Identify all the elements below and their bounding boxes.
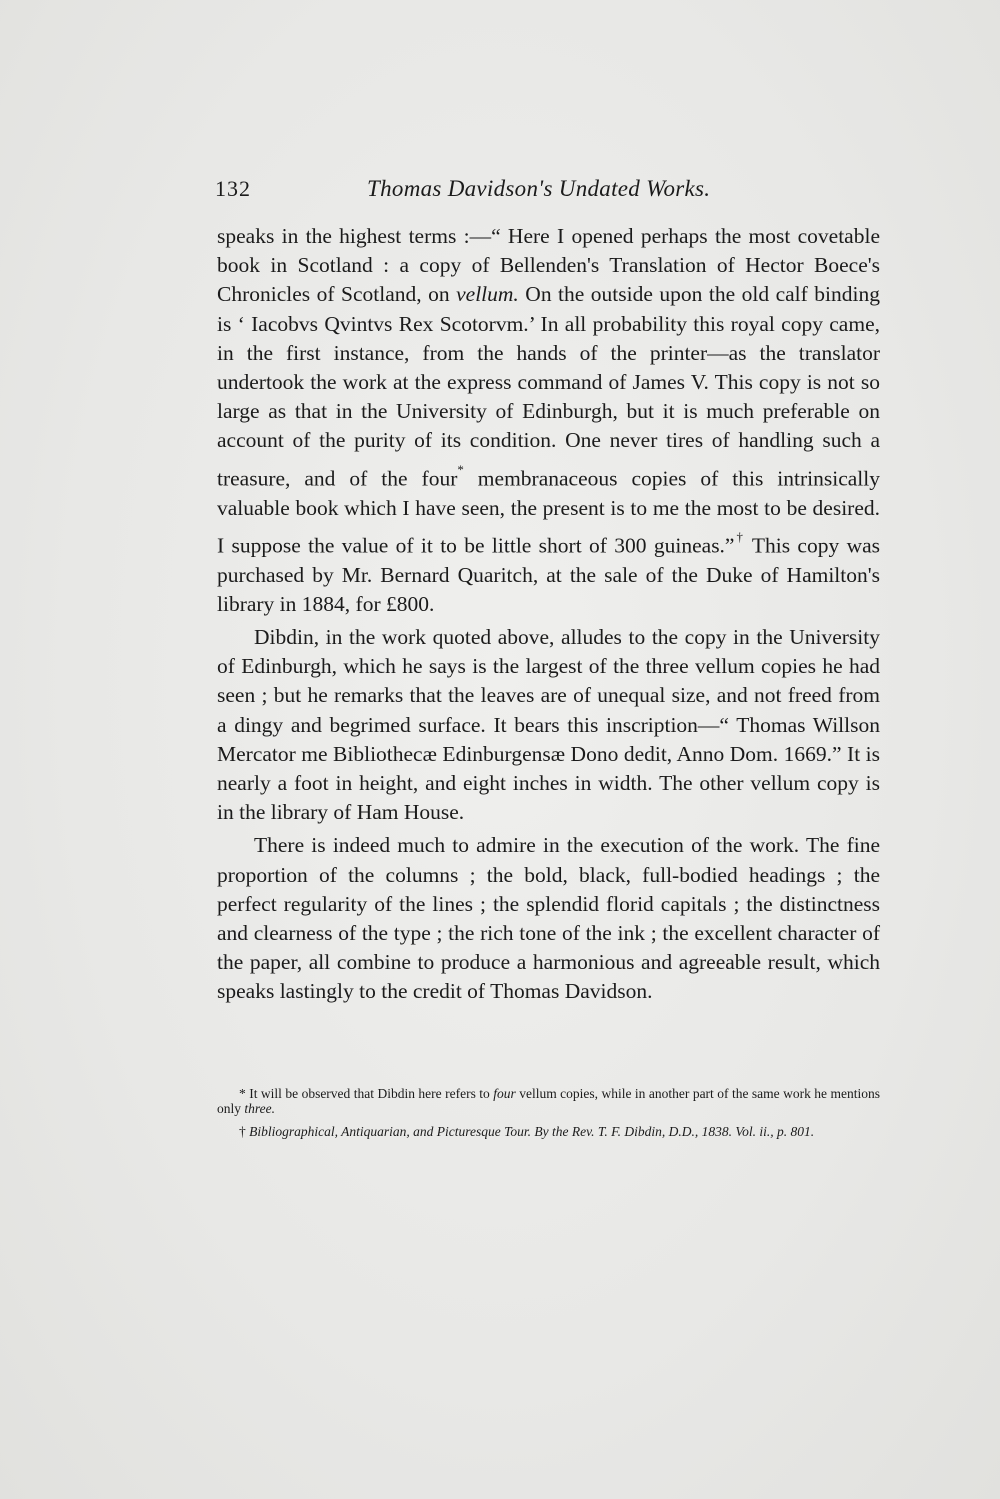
paragraph-1-text-b: On the outside upon the old calf binding is ‘ Iacobvs Qvintvs Rex Scotorvm.’ In all probability this royal copy came, in the first instance, from the hands of the printer—as the translator undertook the work at the express command of James V. This copy is not so large as that in the University of Edinburgh, but it is much preferable on account of the purity of its condition. One never tires of handling such a treasure, and of the four [217, 282, 880, 491]
page-number: 132 [215, 176, 251, 201]
footnote-1-emphasis-b: three. [244, 1101, 276, 1116]
paragraph-1 [217, 222, 880, 619]
footnote-1 [217, 1086, 880, 1116]
paragraph-1-text-d: This copy was purchased by Mr. Bernard Quaritch, at the sale of the Duke of Hamilton's library in 1884, for £800. [217, 533, 880, 616]
paragraph-1-text-a: speaks in the highest terms :—“ Here I opened perhaps the most covetable book in Scotland : a copy of Bellenden's Translation of Hector Boece's Chronicles of Scotland, on [217, 224, 880, 307]
footnote-1-text-b: vellum copies, while in another part of the same work he mentions only [217, 1086, 881, 1116]
footnote-2-mark: † [239, 1124, 246, 1139]
footnote-1-emphasis-a: four [493, 1086, 516, 1101]
footnote-2 [217, 1124, 880, 1139]
footnote-1-text-a: It will be observed that Dibdin here refers to [245, 1086, 494, 1101]
body-text [217, 222, 880, 1007]
running-head [215, 176, 880, 208]
footnote-ref-dagger: † [734, 529, 745, 544]
footnote-2-citation: Bibliographical, Antiquarian, and Picturesque Tour. By the Rev. T. F. Dibdin, D.D., 1838. Vol. ii., p. 801. [249, 1124, 815, 1139]
footnote-ref-asterisk: * [457, 462, 464, 477]
footnotes [217, 1086, 880, 1147]
paragraph-3: There is indeed much to admire in the execution of the work. The fine proportion of the columns ; the bold, black, full-bodied headings ; the perfect regularity of the lines ; the splendid florid capitals ; the distinctness and clearness of the type ; the rich tone of the ink ; the excellent character of the paper, all combine to produce a harmonious and agreeable result, which speaks lastingly to the credit of Thomas Davidson. [217, 833, 880, 1004]
running-title: Thomas Davidson's Undated Works. [367, 176, 711, 201]
paragraph-2: Dibdin, in the work quoted above, alludes to the copy in the University of Edinburgh, which he says is the largest of the three vellum copies he had seen ; but he remarks that the leaves are of unequal size, and not freed from a dingy and begrimed surface. It bears this inscription—“ Thomas Willson Mercator me Bibliothecæ Edinburgensæ Dono dedit, Anno Dom. 1669.” It is nearly a foot in height, and eight inches in width. The other vellum copy is in the library of Ham House. [217, 624, 880, 825]
paragraph-1-text-c: membranaceous copies of this intrinsically valuable book which I have seen, the present is to me the most to be desired. I suppose the value of it to be little short of 300 guineas.” [217, 466, 881, 558]
paragraph-1-emphasis: vellum. [456, 282, 519, 307]
footnote-1-mark: * [239, 1086, 246, 1101]
